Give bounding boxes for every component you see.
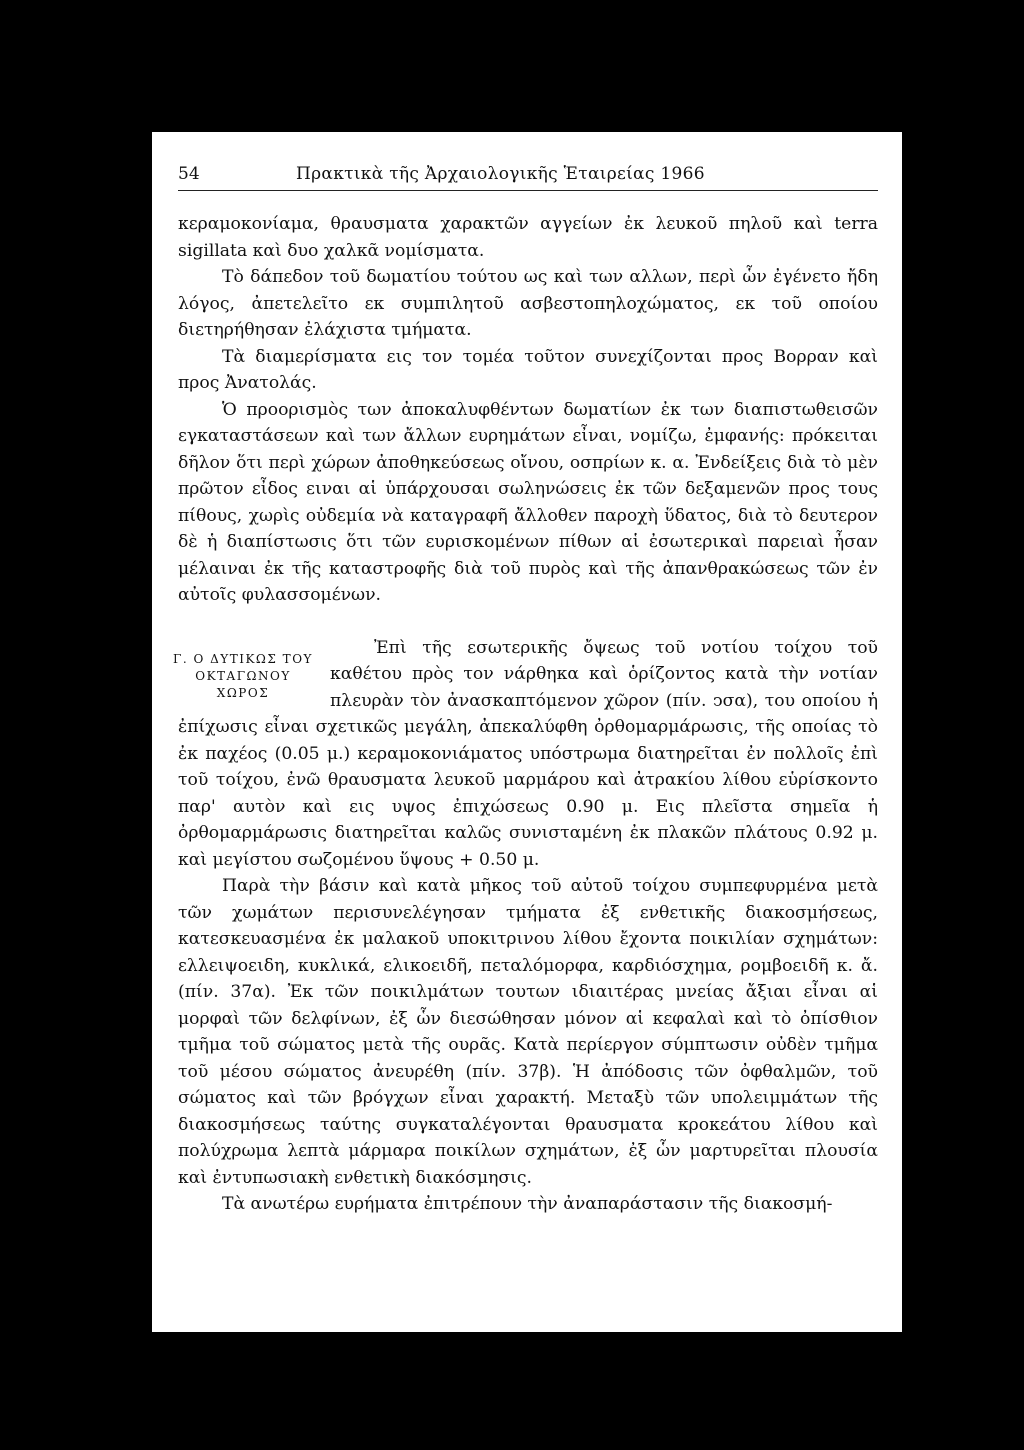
section-heading: Γ. Ο ΔΥΤΙΚΩΣ ΤΟΥ ΟΚΤΑΓΩΝΟΥ ΧΩΡΟΣ	[173, 651, 313, 700]
paragraph: Τὸ δάπεδον τοῦ δωματίου τούτου ως καὶ των αλλων, περὶ ὧν ἐγένετο ἤδη λόγος, ἀπετελεῖτο εκ συμπιλητοῦ ασβεστοπηλοχώματος, εκ τοῦ οποίου διετηρήθησαν ἐλάχιστα τμήματα.	[178, 267, 878, 340]
page-number: 54	[178, 164, 200, 184]
paragraph: Τὰ διαμερίσματα εις τον τομέα τοῦτον συνεχίζονται προς Βορραν καὶ προς Ἀνατολάς.	[178, 346, 878, 393]
paragraph: Τὰ ανωτέρω ευρήματα ἐπιτρέπουν τὴν ἀναπαράστασιν τῆς διακοσμή-	[222, 1194, 833, 1214]
page-header	[178, 162, 878, 191]
body-text	[173, 211, 878, 1218]
running-title: Πρακτικὰ τῆς Ἀρχαιολογικῆς Ἑταιρείας 1966	[296, 164, 705, 184]
page-content	[173, 162, 878, 1218]
paragraph: κεραμοκονίαμα, θραυσματα χαρακτῶν αγγείων ἐκ λευκοῦ πηλοῦ καὶ terra sigillata καὶ δυο χαλκᾶ νομίσματα.	[178, 214, 878, 261]
paragraph: Ὁ προορισμὸς των ἀποκαλυφθέντων δωματίων ἐκ των διαπιστωθεισῶν εγκαταστάσεων καὶ των ἄλλων ευρημάτων εἶναι, νομίζω, ἐμφανής: πρόκειται δῆλον ὅτι περὶ χώρων ἀποθηκεύσεως οἴνου, οσπρίων κ. α. Ἐνδείξεις διὰ τὸ μὲν πρῶτον εἶδος ειναι αἱ ὑπάρχουσαι σωληνώσεις ἐκ τῶν δεξαμενῶν προς τους πίθους, χωρὶς οὐδεμία νὰ καταγραφῆ ἄλλοθεν παροχὴ ὕδατος, διὰ τὸ δευτερον δὲ ἡ διαπίστωσις ὅτι τῶν ευρισκομένων πίθων αἱ ἐσωτερικαὶ παρειαὶ ἦσαν μέλαιναι ἐκ τῆς καταστροφῆς διὰ τοῦ πυρὸς καὶ τῆς ἀπανθρακώσεως τῶν ἐν αὐτοῖς φυλασσομένων.	[178, 399, 878, 605]
paragraph: Παρὰ τὴν βάσιν καὶ κατὰ μῆκος τοῦ αὐτοῦ τοίχου συμπεφυρμένα μετὰ τῶν χωμάτων περισυνελέγησαν τμήματα ἐξ ενθετικῆς διακοσμήσεως, κατεσκευασμένα ἐκ μαλακοῦ υποκιτρινου λίθου ἔχοντα ποικιλίαν σχημάτων: ελλειψοειδη, κυκλικά, ελικοειδῆ, πεταλόμορφα, καρδιόσχημα, ρομβοειδῆ κ. ἄ. (πίν. 37α). Ἐκ τῶν ποικιλμάτων τουτων ιδιαιτέρας μνείας ἄξιαι εἶναι αἱ μορφαὶ τῶν δελφίνων, ἐξ ὧν διεσώθησαν μόνον αἱ κεφαλαὶ καὶ τὸ ὀπίσθιον τμῆμα τοῦ σώματος μετὰ τῆς ουρᾶς. Κατὰ περίεργον σύμπτωσιν οὐδὲν τμῆμα τοῦ μέσου σώματος ἀνευρέθη (πίν. 37β). Ἡ ἀπόδοσις τῶν ὀφθαλμῶν, τοῦ σώματος καὶ τῶν βρόγχων εἶναι χαρακτή. Μεταξὺ τῶν υπολειμμάτων τῆς διακοσμήσεως ταύτης συγκαταλέγονται θραυσματα κροκεάτου λίθου καὶ πολύχρωμα λεπτὰ μάρμαρα ποικίλων σχημάτων, ἐξ ὧν μαρτυρεῖται πλουσία καὶ ἐντυπωσιακὴ ενθετικὴ διακόσμησις.	[178, 876, 878, 1188]
document-page	[152, 132, 902, 1332]
section-first-paragraph: Ἐπὶ τῆς εσωτερικῆς ὄψεως τοῦ νοτίου τοίχου τοῦ καθέτου πρὸς τον νάρθηκα καὶ ὁρίζοντος κατὰ τὴν νοτίαν πλευρὰν τὸν ἀνασκαπτόμενον χῶρον (πίν. ͻσα), του οποίου ἡ ἐπίχωσις εἶναι σχετικῶς μεγάλη, ἀπεκαλύφθη ὀρθομαρμάρωσις, τῆς οποίας τὸ ἐκ παχέος (0.05 μ.) κεραμοκονιάματος υπόστρωμα διατηρεῖται ἐν πολλοῖς ἐπὶ τοῦ τοίχου, ἐνῶ θραυσματα λευκοῦ μαρμάρου καὶ ἀτρακίου λίθου εὑρίσκοντο παρ' αυτὸν καὶ εις υψος ἐπιχώσεως 0.90 μ. Εις πλεῖστα σημεῖα ἡ ὀρθομαρμάρωσις διατηρεῖται καλῶς συνισταμένη ἐκ πλακῶν πλάτους 0.92 μ. καὶ μεγίστου σωζομένου ὕψους + 0.50 μ.	[178, 635, 878, 874]
section-block	[173, 635, 878, 874]
